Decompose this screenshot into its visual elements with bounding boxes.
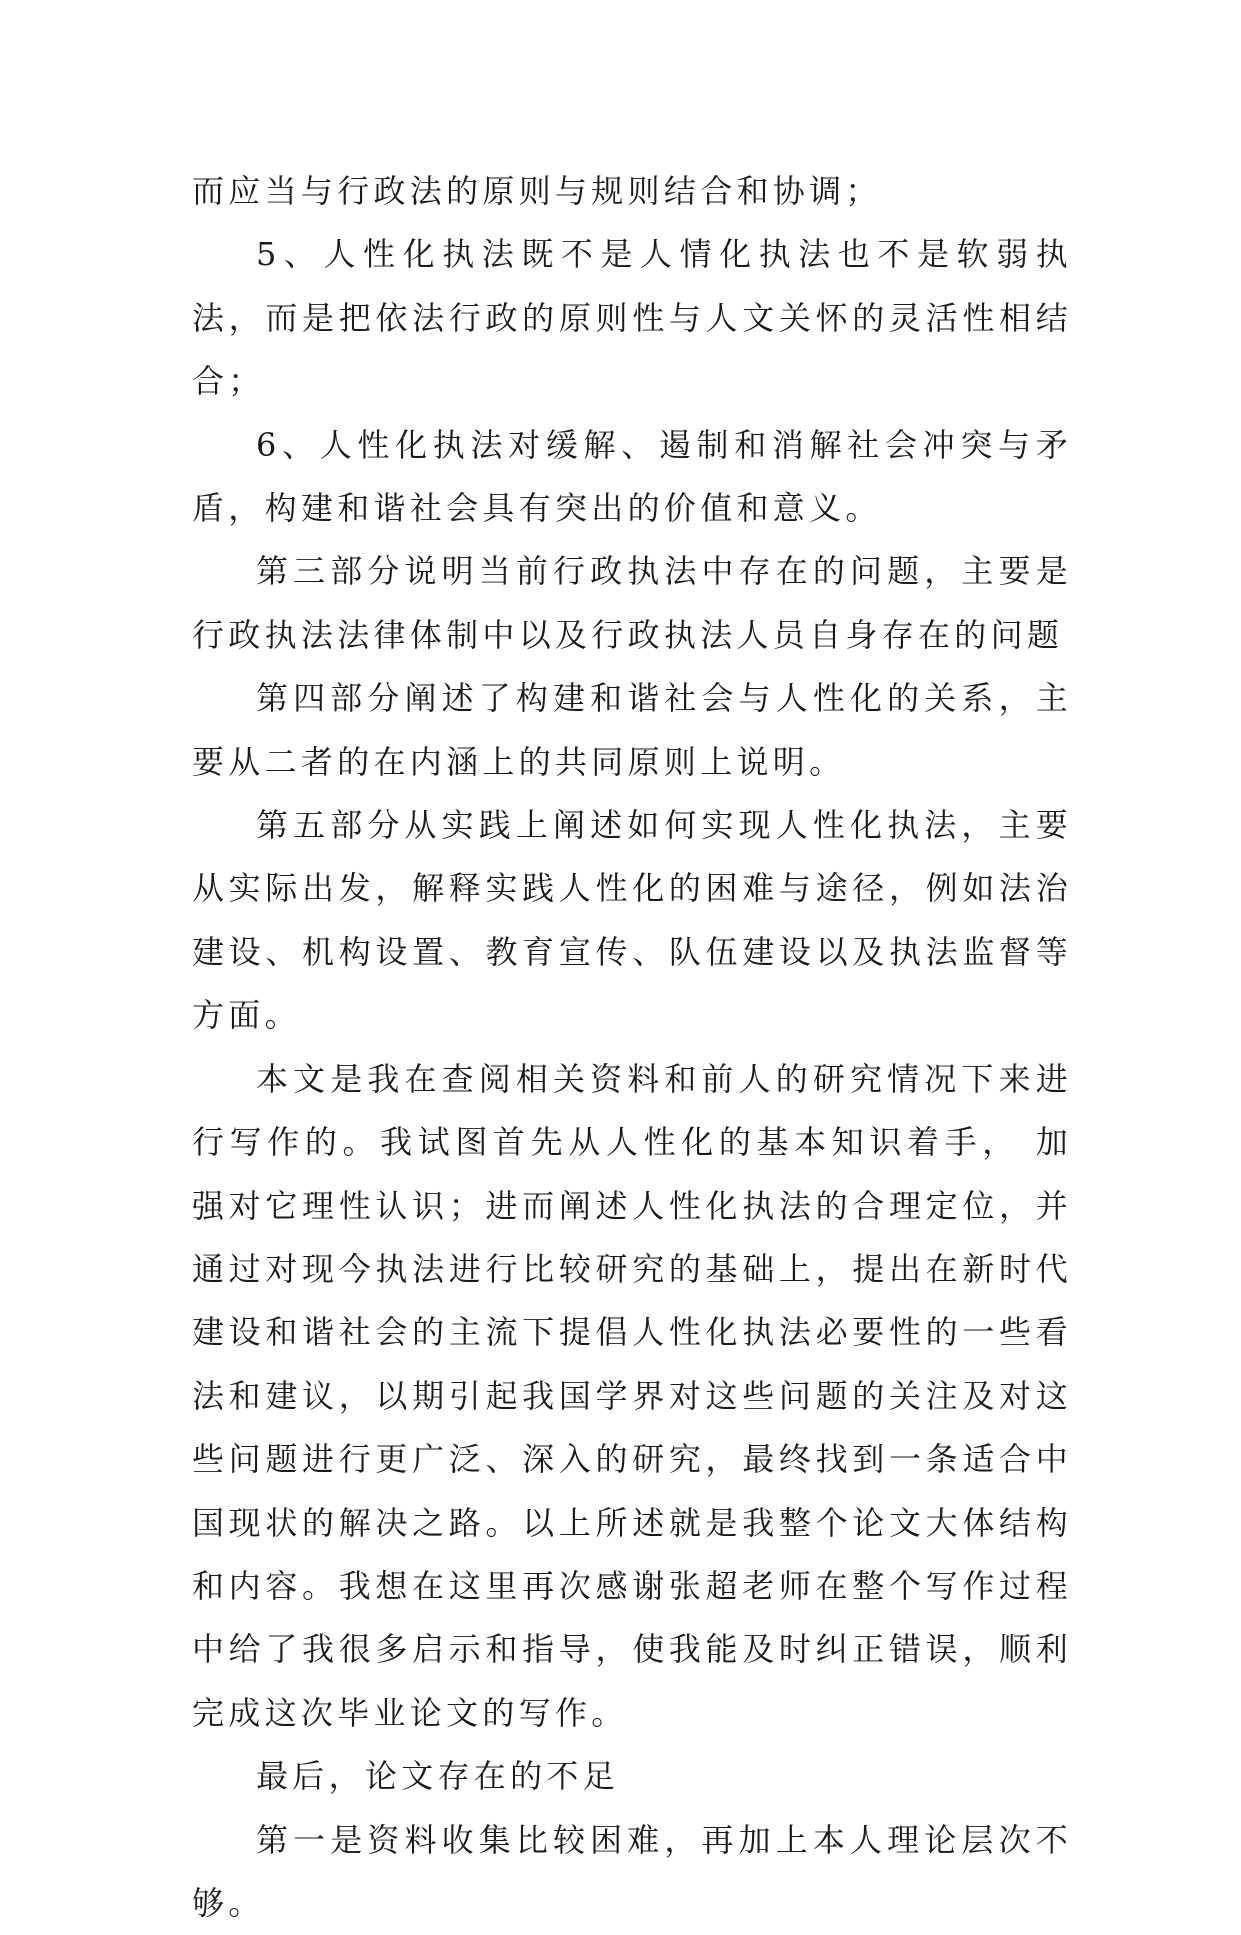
paragraph-3: 6、人性化执法对缓解、遏制和消解社会冲突与矛盾，构建和谐社会具有突出的价值和意义。 bbox=[192, 425, 1072, 528]
paragraph-2: 5、人性化执法既不是人情化执法也不是软弱执法，而是把依法行政的原则性与人文关怀的灵活性相结合； bbox=[192, 235, 1072, 401]
paragraph-6: 第五部分从实践上阐述如何实现人性化执法，主要从实际出发，解释实践人性化的困难与途径，例如法治建设、机构设置、教育宣传、队伍建设以及执法监督等方面。 bbox=[192, 806, 1072, 1035]
paragraph-9: 第一是资料收集比较困难，再加上本人理论层次不够。 bbox=[192, 1820, 1072, 1922]
paragraph-5: 第四部分阐述了构建和谐社会与人性化的关系，主要从二者的在内涵上的共同原则上说明。 bbox=[192, 679, 1072, 781]
paragraph-4: 第三部分说明当前行政执法中存在的问题，主要是行政执法法律体制中以及行政执法人员自身存在的问题 bbox=[192, 552, 1072, 654]
paragraph-7: 本文是我在查阅相关资料和前人的研究情况下来进行写作的。我试图首先从人性化的基本知识着手， 加强对它理性认识；进而阐述人性化执法的合理定位，并通过对现今执法进行比较研究的基础上，提出在新时代建设和谐社会的主流下提倡人性化执法必要性的一些看法和建议，以期引起我国学界对这些问题的关注及对这些问题进行更广泛、深入的研究，最终找到一条适合中国现状的解决之路。以上所述就是我整个论文大体结构和内容。我想在这里再次感谢张超老师在整个写作过程中给了我很多启示和指导，使我能及时纠正错误，顺利完成这次毕业论文的写作。 bbox=[192, 1059, 1072, 1732]
document-body bbox=[192, 160, 1072, 1935]
paragraph-1: 而应当与行政法的原则与规则结合和协调； bbox=[192, 172, 882, 210]
paragraph-8: 最后，论文存在的不足 bbox=[256, 1757, 620, 1796]
